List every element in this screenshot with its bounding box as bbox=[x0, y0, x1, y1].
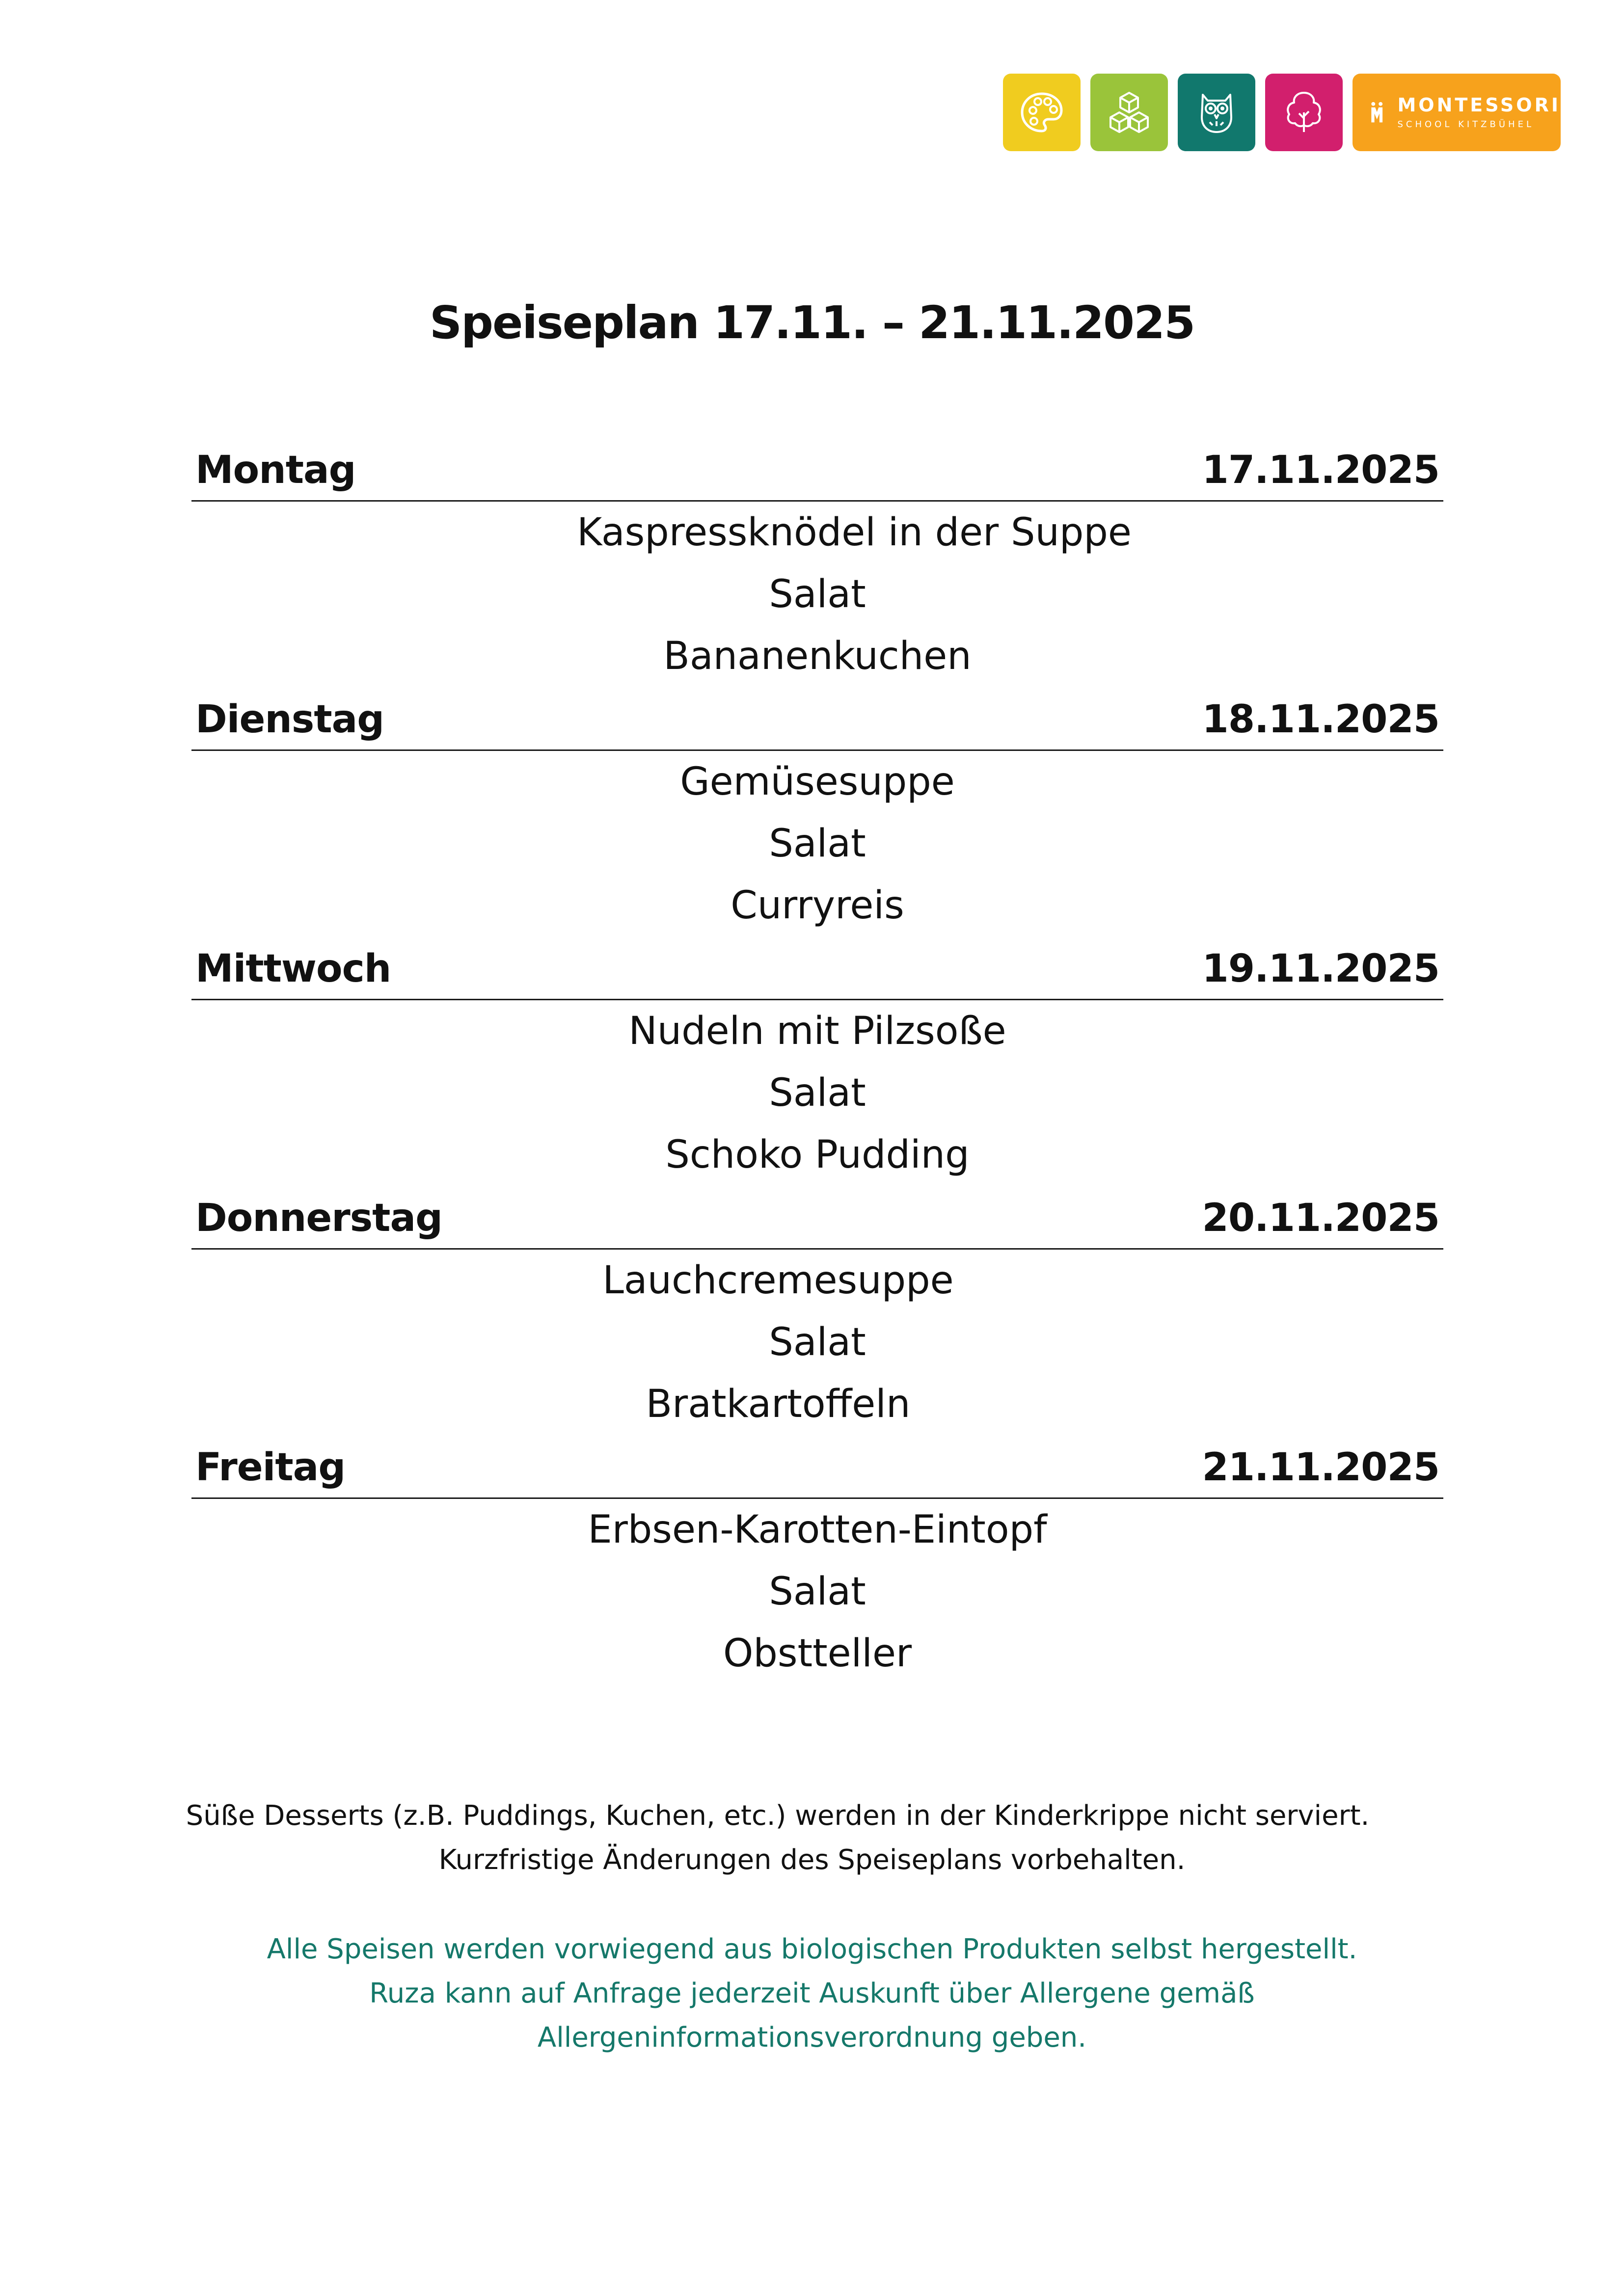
dish-label: Salat bbox=[769, 1570, 866, 1614]
dish-salad bbox=[191, 563, 1443, 625]
day-header bbox=[191, 438, 1443, 502]
day-section-wednesday bbox=[191, 936, 1443, 1186]
day-date: 21.11.2025 bbox=[1202, 1445, 1439, 1490]
dish-label: Schoko Pudding bbox=[665, 1133, 970, 1177]
dish-salad bbox=[191, 1062, 1443, 1124]
day-header bbox=[191, 687, 1443, 751]
dish-label: Kaspressknödel in der Suppe bbox=[577, 510, 1132, 555]
dish-salad bbox=[191, 1311, 1443, 1373]
day-section-thursday bbox=[191, 1186, 1443, 1435]
dish-main bbox=[191, 625, 1443, 687]
palette-icon bbox=[1017, 88, 1066, 137]
dish-dessert bbox=[191, 1124, 1443, 1186]
day-header bbox=[191, 1435, 1443, 1499]
page-title: Speiseplan 17.11. – 21.11.2025 bbox=[429, 296, 1195, 349]
dish-label: Curryreis bbox=[731, 883, 904, 928]
owl-icon bbox=[1192, 88, 1241, 137]
day-name: Freitag bbox=[195, 1445, 346, 1490]
logo-tile-cubes bbox=[1090, 74, 1168, 151]
dish-salad bbox=[191, 813, 1443, 875]
dish-label: Salat bbox=[769, 1320, 866, 1364]
dish-label: Salat bbox=[769, 1071, 866, 1115]
logo-tile-tree bbox=[1265, 74, 1343, 151]
notes-section bbox=[0, 1794, 1624, 2060]
day-date: 18.11.2025 bbox=[1202, 697, 1439, 742]
brand-name: MONTESSORI bbox=[1397, 94, 1561, 116]
tree-icon bbox=[1279, 88, 1328, 137]
dish-main bbox=[191, 875, 1443, 936]
note-desserts: Süße Desserts (z.B. Puddings, Kuchen, etc.) werden in der Kinderkrippe nicht serviert. bbox=[186, 1800, 1370, 1832]
day-date: 20.11.2025 bbox=[1202, 1196, 1439, 1240]
dish-soup bbox=[191, 1250, 1443, 1311]
day-name: Montag bbox=[195, 448, 356, 492]
day-name: Dienstag bbox=[195, 697, 384, 742]
allergen-info bbox=[0, 1927, 1624, 2060]
day-header bbox=[191, 1186, 1443, 1250]
day-section-monday bbox=[191, 438, 1443, 687]
dish-soup bbox=[191, 502, 1443, 563]
day-section-tuesday bbox=[191, 687, 1443, 936]
logo-tile-owl bbox=[1178, 74, 1255, 151]
dish-label: Nudeln mit Pilzsoße bbox=[628, 1009, 1006, 1053]
dish-salad bbox=[191, 1561, 1443, 1623]
weekly-menu bbox=[191, 438, 1443, 1684]
brand-subtitle: SCHOOL KITZBÜHEL bbox=[1397, 119, 1534, 130]
day-date: 19.11.2025 bbox=[1202, 947, 1439, 991]
dish-dessert bbox=[191, 1623, 1443, 1684]
note-changes: Kurzfristige Änderungen des Speiseplans vorbehalten. bbox=[438, 1844, 1186, 1876]
dish-label: Lauchcremesuppe bbox=[602, 1258, 954, 1303]
dish-label: Erbsen-Karotten-Eintopf bbox=[588, 1508, 1047, 1552]
note-allergen-request: Ruza kann auf Anfrage jederzeit Auskunft über Allergene gemäß bbox=[369, 1977, 1255, 2009]
day-date: 17.11.2025 bbox=[1202, 448, 1439, 492]
dish-main bbox=[191, 1000, 1443, 1062]
dish-label: Salat bbox=[769, 822, 866, 866]
day-section-friday bbox=[191, 1435, 1443, 1684]
dish-label: Bratkartoffeln bbox=[646, 1382, 911, 1426]
day-name: Donnerstag bbox=[195, 1196, 442, 1240]
cubes-icon bbox=[1105, 88, 1154, 137]
brand-logo bbox=[1353, 74, 1561, 151]
day-header bbox=[191, 936, 1443, 1000]
dish-soup bbox=[191, 751, 1443, 813]
dish-main bbox=[191, 1499, 1443, 1561]
day-name: Mittwoch bbox=[195, 947, 391, 991]
dish-label: Obstteller bbox=[723, 1631, 912, 1676]
montessori-figure-icon bbox=[1370, 83, 1383, 142]
note-allergen-regulation: Allergeninformationsverordnung geben. bbox=[537, 2022, 1087, 2054]
dish-label: Salat bbox=[769, 572, 866, 616]
dish-label: Bananenkuchen bbox=[663, 634, 972, 678]
dish-main bbox=[191, 1373, 1443, 1435]
note-organic: Alle Speisen werden vorwiegend aus biologischen Produkten selbst hergestellt. bbox=[267, 1933, 1357, 1965]
logo-tile-palette bbox=[1003, 74, 1081, 151]
logo-bar bbox=[1003, 74, 1561, 151]
dish-label: Gemüsesuppe bbox=[680, 760, 955, 804]
